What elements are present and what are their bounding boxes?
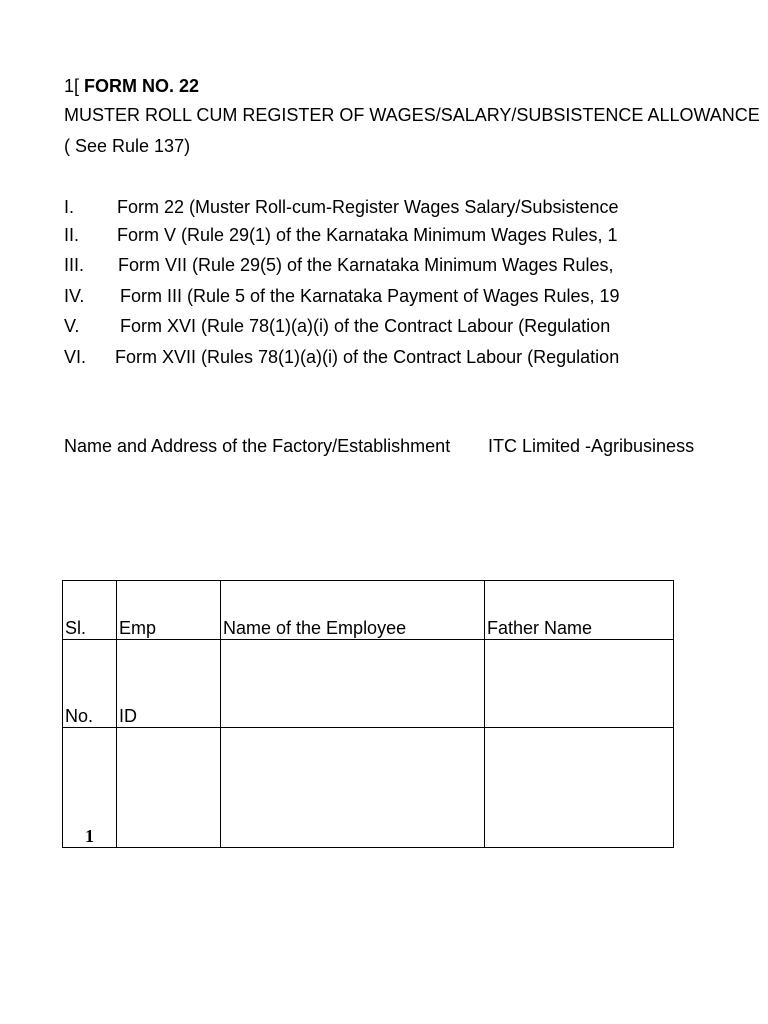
table-header-row [63,640,674,728]
table-row [63,728,674,848]
factory-address [64,433,695,459]
form-list-item [64,344,684,370]
header-cell-name: Name of the Employee [221,581,485,640]
header-cell-blank [485,640,674,728]
list-item-text: Form 22 (Muster Roll-cum-Register Wages Salary/Subsistence [117,197,619,217]
muster-roll-table [62,580,674,848]
form-list-item [64,222,684,248]
list-item-text: Form VII (Rule 29(5) of the Karnataka Minimum Wages Rules, [118,255,614,275]
address-value: ITC Limited -Agribusiness [488,436,695,456]
header-cell-no: No. [63,640,117,728]
list-item-text: Form XVII (Rules 78(1)(a)(i) of the Contract Labour (Regulation [115,347,620,367]
address-label: Name and Address of the Factory/Establishment [64,436,451,456]
list-item-text: Form III (Rule 5 of the Karnataka Payment of Wages Rules, 19 [120,286,620,306]
list-item-number: III. [64,255,85,275]
header-cell-blank [221,640,485,728]
form-number: FORM NO. 22 [79,76,200,96]
header-cell-father: Father Name [485,581,674,640]
table-cell [221,728,485,848]
form-heading: MUSTER ROLL CUM REGISTER OF WAGES/SALARY/SUBSISTENCE ALLOWANCE [64,105,760,125]
table-cell [485,728,674,848]
header-cell-id: ID [117,640,221,728]
list-item-number: IV. [64,286,85,306]
list-item-number: V. [64,316,80,336]
table-cell [117,728,221,848]
list-item-number: I. [64,197,75,217]
header-cell-emp: Emp [117,581,221,640]
table-header-row [63,581,674,640]
list-item-number: VI. [64,347,87,367]
form-title [64,73,684,99]
form-list-item [64,283,684,309]
form-list-item [64,252,684,278]
form-list-item [64,313,684,339]
list-item-number: II. [64,225,80,245]
list-item-text: Form XVI (Rule 78(1)(a)(i) of the Contract Labour (Regulation [120,316,611,336]
form-list-item [64,194,684,220]
serial-number-cell: 1 [63,728,117,848]
form-footnote-marker: 1[ [64,76,80,96]
list-item-text: Form V (Rule 29(1) of the Karnataka Minimum Wages Rules, 1 [117,225,618,245]
rule-reference: ( See Rule 137) [64,136,191,156]
header-cell-sl: Sl. [63,581,117,640]
